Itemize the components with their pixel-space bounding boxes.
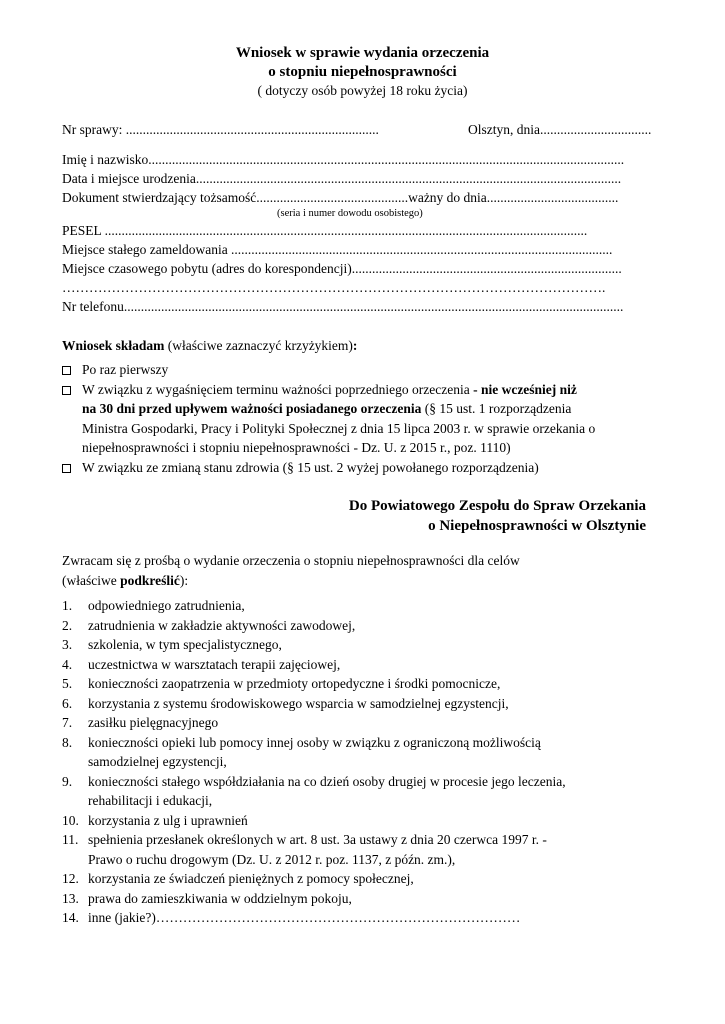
temp-residence-field[interactable]: Miejsce czasowego pobytu (adres do korespondencji)................................................................................ <box>62 261 622 276</box>
name-field[interactable]: Imię i nazwisko............................................................................................................................................. <box>62 152 625 167</box>
purpose-text: konieczności opieki lub pomocy innej osoby w związku z ograniczoną możliwością <box>88 734 541 750</box>
purpose-text: korzystania z ulg i uprawnień <box>88 812 248 828</box>
purpose-text: uczestnictwa w warsztatach terapii zajęciowej, <box>88 656 341 672</box>
option-expiry-text: W związku z wygaśnięciem terminu ważności poprzedniego orzeczenia <box>82 381 474 397</box>
purpose-text: korzystania z systemu środowiskowego wsparcia w samodzielnej egzystencji, <box>88 695 509 711</box>
addressee-line-1: Do Powiatowego Zespołu do Spraw Orzekania <box>348 498 646 514</box>
purpose-number: 4. <box>62 656 73 672</box>
option-expiry-ref: (§ 15 ust. 1 rozporządzenia <box>421 401 572 416</box>
title-line-1: Wniosek w sprawie wydania orzeczenia <box>235 45 490 61</box>
option-expiry-bold-a: - nie wcześniej niż <box>473 381 577 397</box>
purpose-number: 8. <box>62 734 73 750</box>
purpose-item[interactable] <box>62 830 674 869</box>
purpose-text: konieczności zaopatrzenia w przedmioty ortopedyczne i środki pomocnicze, <box>88 676 501 691</box>
request-options <box>62 360 674 477</box>
purpose-item[interactable] <box>62 635 674 655</box>
purpose-intro <box>62 551 674 591</box>
option-expiry-line-4: niepełnosprawności i stopniu niepełnosprawności - Dz. U. z 2015 r., poz. 1110) <box>82 440 511 455</box>
option-first-time-label: Po raz pierwszy <box>82 362 169 377</box>
purpose-text: spełnienia przesłanek określonych w art. 8 ust. 3a ustawy z dnia 20 czerwca 1997 r. - <box>88 832 547 847</box>
purpose-item[interactable] <box>62 694 674 714</box>
purpose-intro-bold: podkreślić <box>120 573 180 588</box>
option-expiry-line-3: Ministra Gospodarki, Pracy i Polityki Społecznej z dnia 15 lipca 2003 r. w sprawie orzekania o <box>82 420 596 436</box>
purpose-intro-end: ): <box>179 573 189 588</box>
purpose-item[interactable] <box>62 616 674 636</box>
id-document-label: Dokument stwierdzający tożsamość. <box>62 190 260 205</box>
purpose-number: 13. <box>62 890 79 906</box>
checkbox-health-change[interactable] <box>62 464 71 473</box>
purpose-number: 2. <box>62 617 73 633</box>
purpose-number: 6. <box>62 695 73 711</box>
place-date <box>468 120 651 140</box>
purpose-number: 10. <box>62 812 79 828</box>
case-row <box>62 120 672 140</box>
purpose-number: 14. <box>62 910 79 925</box>
request-heading <box>62 336 674 356</box>
purpose-number: 9. <box>62 773 73 789</box>
form-title <box>0 44 725 99</box>
checkbox-expiry[interactable] <box>62 386 71 395</box>
purpose-number: 11. <box>62 832 79 847</box>
option-health-change-label: W związku ze zmianą stanu zdrowia (§ 15 ust. 2 wyżej powołanego rozporządzenia) <box>82 459 539 475</box>
purpose-item[interactable] <box>62 674 674 694</box>
purpose-intro-line-2 <box>62 571 674 591</box>
place-date-field[interactable]: ................................ <box>543 122 652 137</box>
purpose-text: zatrudnienia w zakładzie aktywności zawodowej, <box>88 617 356 633</box>
purpose-item[interactable] <box>62 908 674 928</box>
purpose-number: 7. <box>62 715 73 730</box>
address-continuation-field[interactable]: …………………………………………………………………………………………………………. <box>62 280 606 295</box>
purpose-text: szkolenia, w tym specjalistycznego, <box>88 637 282 652</box>
option-expiry-line-2 <box>82 399 674 419</box>
purpose-number: 12. <box>62 871 79 886</box>
purpose-text: korzystania ze świadczeń pieniężnych z pomocy społecznej, <box>88 871 414 886</box>
option-expiry[interactable] <box>62 380 674 458</box>
purpose-item[interactable] <box>62 713 674 733</box>
purpose-text-continued: rehabilitacji i edukacji, <box>88 793 213 808</box>
id-document-hint: (seria i numer dowodu osobistego) <box>277 208 423 219</box>
checkbox-first-time[interactable] <box>62 366 71 375</box>
purpose-text: konieczności stałego współdziałania na co dzień osoby drugiej w procesie jego leczenia, <box>88 773 566 789</box>
option-expiry-line-1 <box>82 380 674 400</box>
purpose-item[interactable] <box>62 889 674 909</box>
id-document-field[interactable]: ............................................ <box>259 190 409 205</box>
valid-until-field[interactable]: ważny do dnia....................................... <box>408 190 619 205</box>
option-first-time[interactable] <box>62 360 674 380</box>
purpose-number: 3. <box>62 637 73 652</box>
request-label-colon: : <box>352 338 358 353</box>
birth-field[interactable]: Data i miejsce urodzenia.............................................................................................................................. <box>62 171 622 186</box>
purpose-text-continued: Prawo o ruchu drogowym (Dz. U. z 2012 r. poz. 1137, z późn. zm.), <box>88 851 456 867</box>
request-label-note: (właściwe zaznaczyć krzyżykiem) <box>164 338 353 353</box>
request-label-bold: Wniosek składam <box>62 338 165 353</box>
purpose-item[interactable] <box>62 772 674 811</box>
addressee <box>349 496 646 536</box>
purpose-text-continued: samodzielnej egzystencji, <box>88 754 227 769</box>
purpose-number: 1. <box>62 598 73 613</box>
addressee-line-2: o Niepełnosprawności w Olsztynie <box>428 518 646 534</box>
option-health-change[interactable] <box>62 458 674 478</box>
purpose-item[interactable] <box>62 596 674 616</box>
purpose-item[interactable] <box>62 733 674 772</box>
purpose-intro-note: (właściwe <box>62 573 121 588</box>
case-number-label: Nr sprawy: <box>62 122 123 137</box>
purpose-text: inne (jakie?)……………………………………………………………………… <box>88 910 521 925</box>
purpose-text: zasiłku pielęgnacyjnego <box>88 715 219 730</box>
purpose-number: 5. <box>62 676 73 691</box>
personal-data-fields <box>62 150 672 316</box>
pesel-field[interactable]: PESEL ............................................................................................................................................... <box>62 223 588 238</box>
place-date-label: Olsztyn, dnia. <box>468 122 544 137</box>
purpose-item[interactable] <box>62 655 674 675</box>
id-document-row <box>62 188 672 207</box>
title-line-2: o stopniu niepełnosprawności <box>268 64 457 80</box>
purpose-list <box>62 596 674 928</box>
phone-field[interactable]: Nr telefonu.................................................................................................................................................... <box>62 299 624 314</box>
case-number-field[interactable]: ........................................................................... <box>125 122 379 137</box>
purpose-item[interactable] <box>62 811 674 831</box>
title-subtitle: ( dotyczy osób powyżej 18 roku życia) <box>257 83 468 98</box>
residence-field[interactable]: Miejsce stałego zameldowania ................................................................................................................. <box>62 242 613 257</box>
purpose-item[interactable] <box>62 869 674 889</box>
purpose-intro-line-1: Zwracam się z prośbą o wydanie orzeczenia o stopniu niepełnosprawności dla celów <box>62 553 520 568</box>
option-expiry-bold-b: na 30 dni przed upływem ważności posiadanego orzeczenia <box>82 401 422 416</box>
purpose-text: prawa do zamieszkiwania w oddzielnym pokoju, <box>88 890 352 906</box>
purpose-text: odpowiedniego zatrudnienia, <box>88 598 245 613</box>
